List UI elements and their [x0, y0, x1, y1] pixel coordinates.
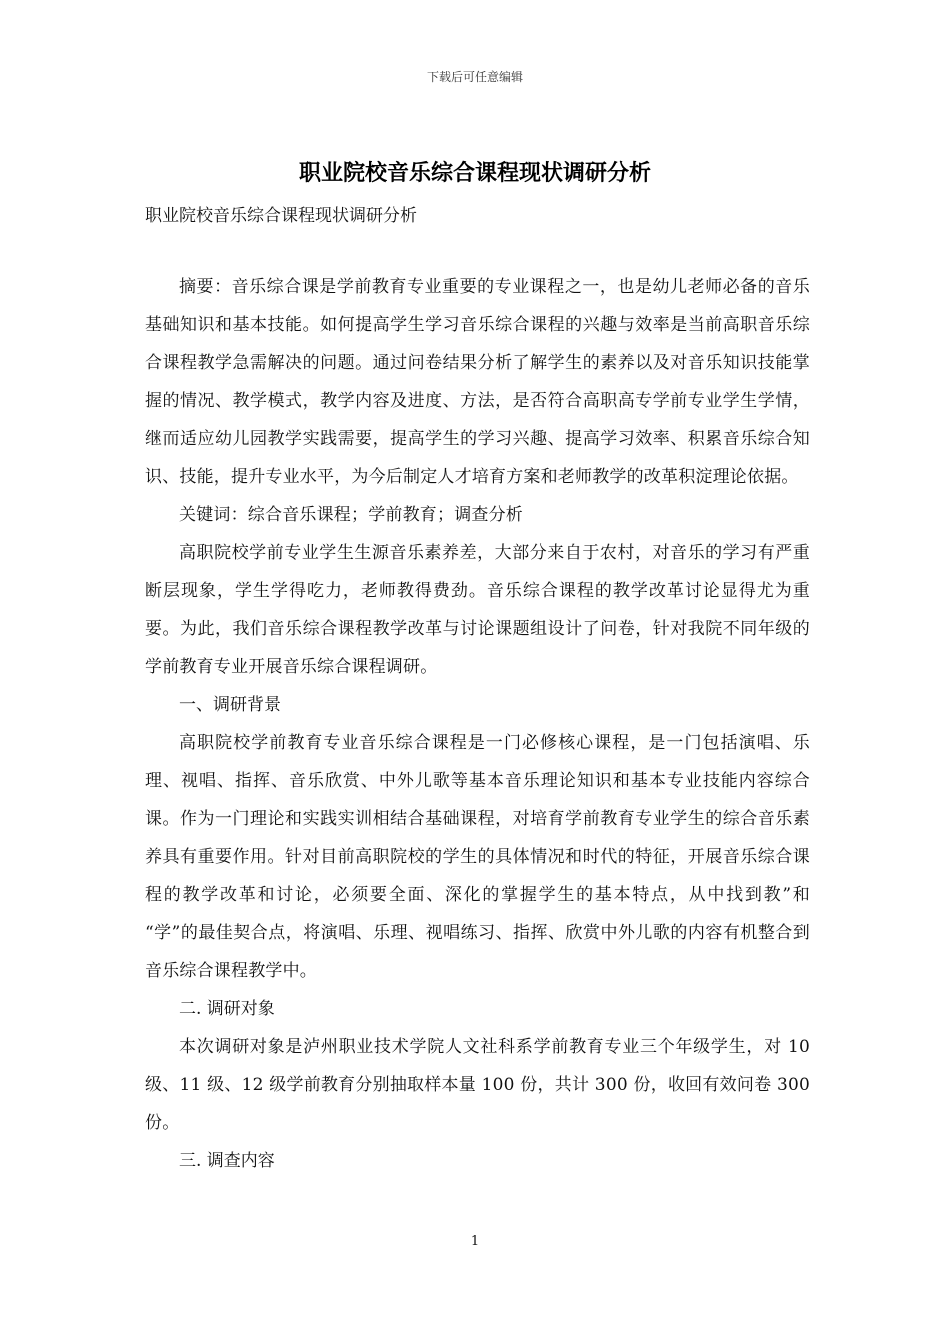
- keywords-paragraph: 关键词：综合音乐课程；学前教育；调查分析: [179, 505, 523, 525]
- header-note: 下载后可任意编辑: [426, 70, 523, 84]
- section-heading-content: 三. 调查内容: [179, 1151, 275, 1171]
- intro-paragraph: 高职院校学前专业学生生源音乐素养差，大部分来自于农村，对音乐的学习有严重断层现象，学生学得吃力，老师教得费劲。音乐综合课程的教学改革讨论显得尤为重要。为此，我们音乐综合课程教学改革与讨论课题组设计了问卷，针对我院不同年级的学前教育专业开展音乐综合课程调研。: [145, 543, 810, 677]
- abstract-paragraph: 摘要：音乐综合课是学前教育专业重要的专业课程之一，也是幼儿老师必备的音乐基础知识和基本技能。如何提高学生学习音乐综合课程的兴趣与效率是当前高职音乐综合课程教学急需解决的问题。通过问卷结果分析了解学生的素养以及对音乐知识技能掌握的情况、教学模式，教学内容及进度、方法，是否符合高职高专学前专业学生学情，继而适应幼儿园教学实践需要，提高学生的学习兴趣、提高学习效率、积累音乐综合知识、技能，提升专业水平，为今后制定人才培育方案和老师教学的改革积淀理论依据。: [145, 277, 810, 487]
- section-heading-subjects: 二. 调研对象: [179, 999, 275, 1019]
- section-heading-background: 一、调研背景: [179, 695, 281, 715]
- document-body: [145, 268, 810, 1180]
- page-number: 1: [470, 1234, 480, 1249]
- document-subtitle: 职业院校音乐综合课程现状调研分析: [145, 206, 417, 226]
- document-title: 职业院校音乐综合课程现状调研分析: [298, 161, 651, 186]
- section-subjects-paragraph: 本次调研对象是泸州职业技术学院人文社科系学前教育专业三个年级学生，对 10 级、11 级、12 级学前教育分别抽取样本量 100 份，共计 300 份，收回有效问卷 300 份。: [145, 1037, 810, 1133]
- section-background-paragraph: 高职院校学前教育专业音乐综合课程是一门必修核心课程，是一门包括演唱、乐理、视唱、指挥、音乐欣赏、中外儿歌等基本音乐理论知识和基本专业技能内容综合课。作为一门理论和实践实训相结合基础课程，对培育学前教育专业学生的综合音乐素养具有重要作用。针对目前高职院校的学生的具体情况和时代的特征，开展音乐综合课程的教学改革和讨论，必须要全面、深化的掌握学生的基本特点，从中找到教”和 “学”的最佳契合点，将演唱、乐理、视唱练习、指挥、欣赏中外儿歌的内容有机整合到音乐综合课程教学中。: [145, 733, 810, 981]
